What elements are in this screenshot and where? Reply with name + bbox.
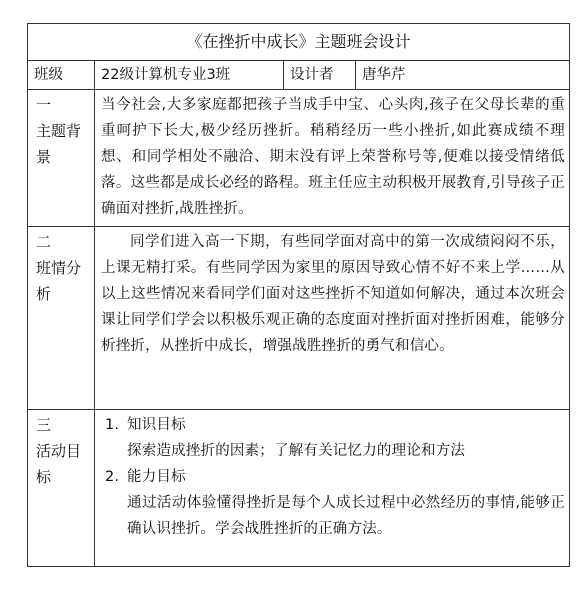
- goal-title: 能力目标: [127, 469, 186, 485]
- section-content: [95, 410, 570, 567]
- section-label-line: 标: [36, 468, 52, 486]
- goal-heading: [101, 412, 565, 438]
- section-content: [95, 227, 570, 410]
- section-text: 当今社会,大多家庭都把孩子当成手中宝、心头肉,孩子在父母长辈的重重呵护下长大,极少经历挫折。稍稍经历一些小挫折,如此赛成绩不理想、和同学相处不融洽、期末没有评上荣誉称号等,便难以接受情绪低落。这些都是成长必经的路程。班主任应主动积极开展教育,引导孩子正确面对挫折,战胜挫折。: [101, 97, 566, 217]
- goal-heading: [101, 464, 565, 490]
- designer-label: 设计者: [284, 61, 356, 90]
- section-label-line: 三: [36, 416, 52, 434]
- info-row: [28, 61, 570, 90]
- class-value: 22级计算机专业3班: [95, 61, 284, 90]
- section-label-line: 活动目: [36, 442, 82, 460]
- section-label-line: 班情分: [36, 259, 82, 277]
- section-background: [28, 90, 570, 227]
- section-label-line: 主题背: [36, 122, 82, 140]
- section-text: 同学们进入高一下期，有些同学面对高中的第一次成绩闷闷不乐，上课无精打采。有些同学因为家里的原因导致心情不好不来上学……从以上这些情况来看同学们面对这些挫折不知道如何解决，通过本次班会课让同学们学会以积极乐观正确的态度面对挫折面对挫折困难，能够分析挫折，从挫折中成长，增强战胜挫折的勇气和信心。: [101, 234, 566, 354]
- section-label-line: 二: [36, 233, 52, 251]
- document-title: 《在挫折中成长》主题班会设计: [28, 24, 570, 61]
- document-page: [27, 23, 569, 567]
- designer-value: 唐华芹: [356, 61, 570, 90]
- section-label-line: 析: [36, 285, 52, 303]
- class-label: 班级: [28, 61, 95, 90]
- section-label-line: 景: [36, 148, 52, 166]
- lesson-plan-table: [27, 23, 570, 567]
- section-class-analysis: [28, 227, 570, 410]
- goal-number: 1.: [105, 417, 120, 433]
- section-label: [28, 90, 95, 227]
- goal-number: 2.: [105, 469, 120, 485]
- section-goals: [28, 410, 570, 567]
- goal-title: 知识目标: [127, 417, 186, 433]
- goal-text: 通过活动体验懂得挫折是每个人成长过程中必然经历的事情,能够正确认识挫折。学会战胜挫折的正确方法。: [127, 495, 566, 537]
- section-label: [28, 227, 95, 410]
- section-label-line: 一: [36, 96, 52, 114]
- section-content: [95, 90, 570, 227]
- section-label: [28, 410, 95, 567]
- goal-text: 探索造成挫折的因素；了解有关记忆力的理论和方法: [127, 443, 466, 459]
